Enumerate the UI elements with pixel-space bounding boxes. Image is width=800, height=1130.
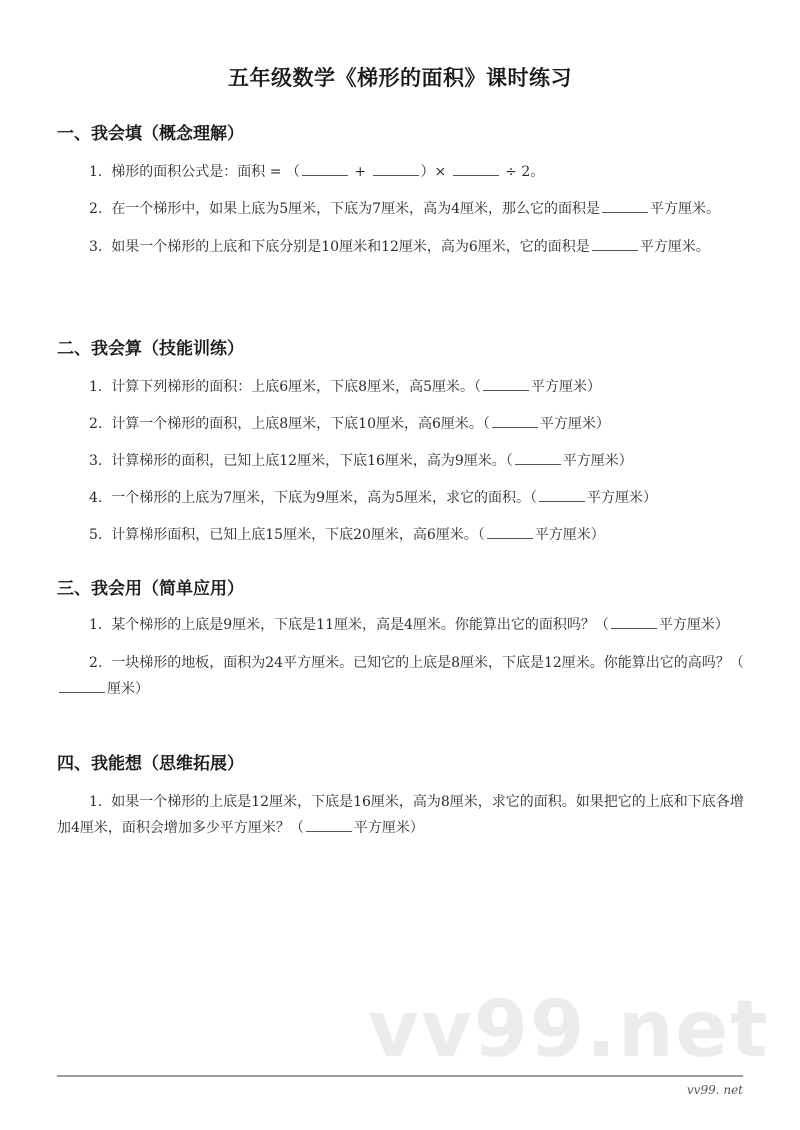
section-heading: 一、我会填（概念理解） xyxy=(57,124,244,144)
question-item: 1. 某个梯形的上底是9厘米，下底是11厘米，高是4厘米。你能算出它的面积吗？（ 平方厘米） xyxy=(57,612,747,638)
answer-blank[interactable] xyxy=(487,524,533,539)
question-item: 3. 计算梯形的面积，已知上底12厘米，下底16厘米，高为9厘米。（ 平方厘米） xyxy=(57,448,747,474)
answer-blank[interactable] xyxy=(602,198,648,213)
question-item: 5. 计算梯形面积，已知上底15厘米，下底20厘米，高6厘米。（ 平方厘米） xyxy=(57,522,747,548)
question-item: 2. 一块梯形的地板，面积为24平方厘米。已知它的上底是8厘米，下底是12厘米。你能算出它的高吗？（厘米） xyxy=(57,650,747,702)
answer-blank[interactable] xyxy=(492,413,538,428)
section-application xyxy=(57,576,747,702)
section-concept xyxy=(57,121,747,260)
watermark: vv99.net xyxy=(368,985,770,1075)
question-item: 2. 计算一个梯形的面积，上底8厘米，下底10厘米，高6厘米。（ 平方厘米） xyxy=(57,411,747,437)
section-heading: 三、我会用（简单应用） xyxy=(57,579,244,599)
question-item: 1. 如果一个梯形的上底是12厘米，下底是16厘米，高为8厘米，求它的面积。如果把它的上底和下底各增加4厘米，面积会增加多少平方厘米？（ 平方厘米） xyxy=(57,794,744,836)
answer-blank[interactable] xyxy=(306,817,352,832)
footer-divider xyxy=(57,1075,743,1077)
section-heading: 四、我能想（思维拓展） xyxy=(57,754,244,774)
question-item: 3. 如果一个梯形的上底和下底分别是10厘米和12厘米，高为6厘米，它的面积是 平方厘米。 xyxy=(57,234,747,260)
page-title: 五年级数学《梯形的面积》课时练习 xyxy=(228,66,572,90)
section-extension xyxy=(57,751,747,841)
question-item: 1. 梯形的面积公式是：面积 = （ + ）× ÷ 2。 xyxy=(57,159,747,185)
answer-blank[interactable] xyxy=(483,376,529,391)
answer-blank[interactable] xyxy=(592,236,638,251)
answer-blank[interactable] xyxy=(59,678,105,693)
answer-blank[interactable] xyxy=(611,614,657,629)
answer-blank[interactable] xyxy=(515,450,561,465)
answer-blank[interactable] xyxy=(373,161,419,176)
footer-site-label: vv99. net xyxy=(686,1083,743,1097)
question-item: 2. 在一个梯形中，如果上底为5厘米，下底为7厘米，高为4厘米，那么它的面积是 平方厘米。 xyxy=(57,196,747,222)
section-heading: 二、我会算（技能训练） xyxy=(57,339,244,359)
question-item: 1. 计算下列梯形的面积：上底6厘米，下底8厘米，高5厘米。（ 平方厘米） xyxy=(57,374,747,400)
answer-blank[interactable] xyxy=(302,161,348,176)
answer-blank[interactable] xyxy=(539,487,585,502)
answer-blank[interactable] xyxy=(453,161,499,176)
section-skills xyxy=(57,336,747,548)
question-item: 4. 一个梯形的上底为7厘米，下底为9厘米，高为5厘米，求它的面积。（ 平方厘米） xyxy=(57,485,747,511)
